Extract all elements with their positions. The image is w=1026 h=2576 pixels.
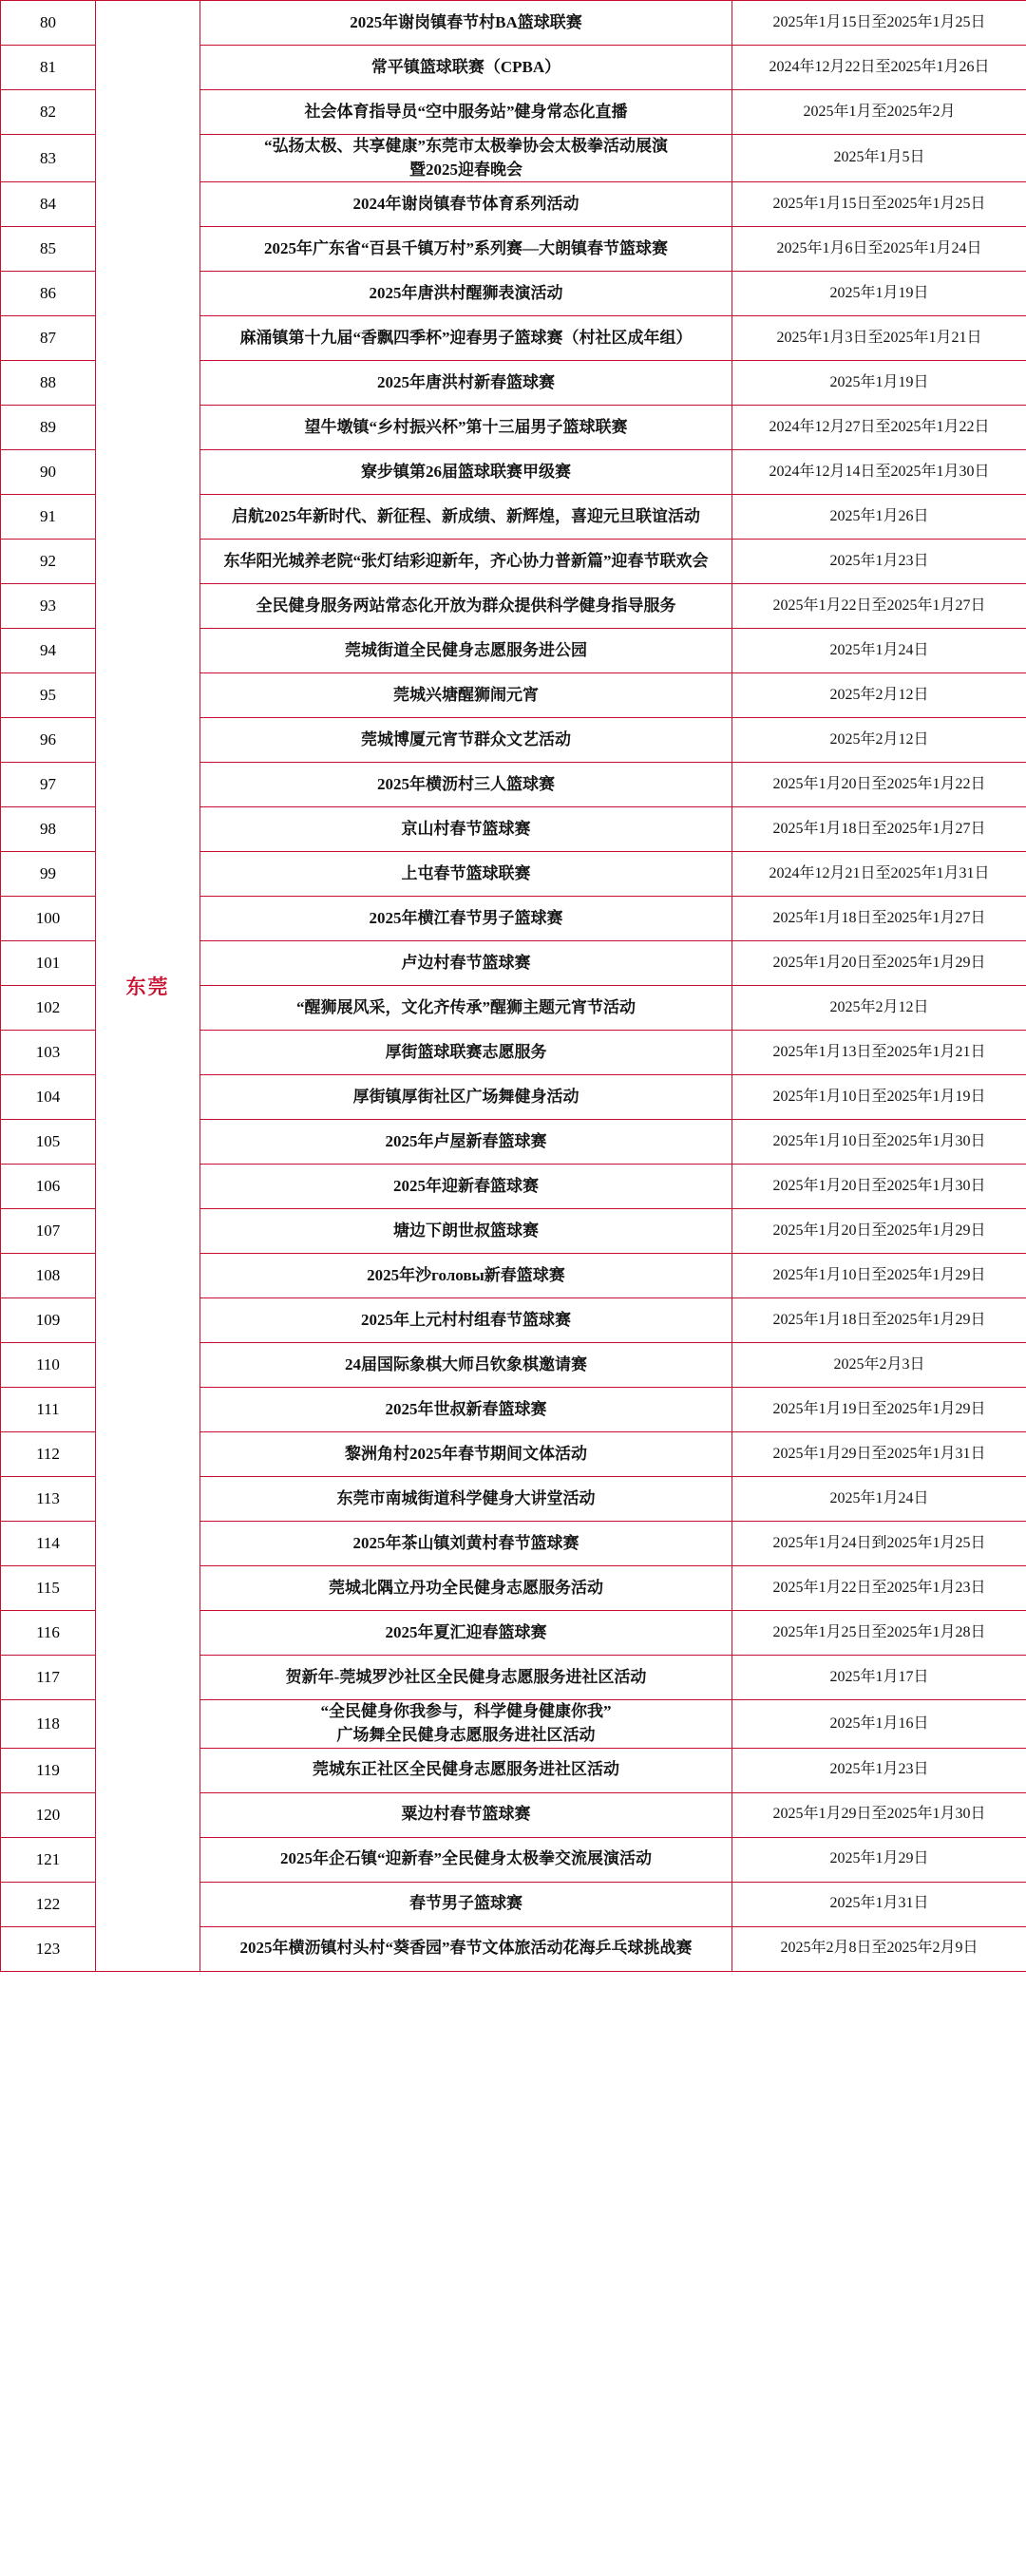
activity-name-cell <box>200 361 732 406</box>
activity-name-line: “醒狮展风采，文化齐传承”醒狮主题元宵节活动 <box>296 997 636 1016</box>
activity-date-cell: 2025年1月19日 <box>732 361 1026 406</box>
activity-date-cell: 2025年1月19日 <box>732 272 1026 316</box>
activity-name-line: 寮步镇第26届篮球联赛甲级赛 <box>361 462 571 481</box>
row-index-cell: 98 <box>1 807 96 852</box>
activity-name-cell <box>200 1075 732 1120</box>
row-index-cell: 80 <box>1 1 96 46</box>
row-index-cell: 82 <box>1 90 96 135</box>
activity-name-line: 2025年迎新春篮球赛 <box>393 1176 539 1195</box>
activity-date-cell: 2025年1月10日至2025年1月30日 <box>732 1120 1026 1165</box>
activity-date-cell: 2025年1月26日 <box>732 495 1026 540</box>
activity-name-cell <box>200 1700 732 1748</box>
activity-date-cell: 2025年1月22日至2025年1月23日 <box>732 1566 1026 1611</box>
row-index-cell: 114 <box>1 1522 96 1566</box>
activity-name-line: 京山村春节篮球赛 <box>401 819 531 838</box>
activity-name-cell <box>200 182 732 227</box>
activity-name-line: 2025年上元村村组春节篮球赛 <box>361 1310 571 1329</box>
activity-name-cell <box>200 1298 732 1343</box>
activity-date-cell: 2025年1月至2025年2月 <box>732 90 1026 135</box>
activity-date-cell: 2025年1月29日 <box>732 1837 1026 1882</box>
row-index-cell: 94 <box>1 629 96 673</box>
row-index-cell: 109 <box>1 1298 96 1343</box>
activity-name-line: 望牛墩镇“乡村振兴杯”第十三届男子篮球联赛 <box>304 417 628 436</box>
activity-name-line: 东华阳光城养老院“张灯结彩迎新年，齐心协力普新篇”迎春节联欢会 <box>223 551 709 570</box>
row-index-cell: 95 <box>1 673 96 718</box>
activity-name-cell <box>200 941 732 986</box>
activity-name-cell <box>200 406 732 450</box>
activity-date-cell: 2025年1月24日到2025年1月25日 <box>732 1522 1026 1566</box>
activity-date-cell: 2025年1月10日至2025年1月29日 <box>732 1254 1026 1298</box>
activity-name-cell <box>200 584 732 629</box>
row-index-cell: 111 <box>1 1388 96 1432</box>
activity-name-line: 麻涌镇第十九届“香飘四季杯”迎春男子篮球赛（村社区成年组） <box>239 328 693 347</box>
row-index-cell: 88 <box>1 361 96 406</box>
row-index-cell: 105 <box>1 1120 96 1165</box>
activity-name-cell <box>200 718 732 763</box>
activity-name-cell <box>200 763 732 807</box>
activity-name-line: 社会体育指导员“空中服务站”健身常态化直播 <box>304 102 628 121</box>
activity-date-cell: 2025年1月24日 <box>732 1477 1026 1522</box>
activity-date-cell: 2025年1月5日 <box>732 135 1026 182</box>
row-index-cell: 107 <box>1 1209 96 1254</box>
activity-table-body <box>1 1 1026 1972</box>
activity-name-line: 2025年横沥村三人篮球赛 <box>377 774 555 793</box>
activity-name-line: 2025年唐洪村新春篮球赛 <box>377 372 555 391</box>
activity-name-cell <box>200 1 732 46</box>
activity-date-cell: 2025年1月19日至2025年1月29日 <box>732 1388 1026 1432</box>
activity-name-line: 全民健身服务两站常态化开放为群众提供科学健身指导服务 <box>256 596 676 615</box>
activity-name-cell <box>200 807 732 852</box>
activity-name-cell <box>200 135 732 182</box>
row-index-cell: 108 <box>1 1254 96 1298</box>
activity-date-cell: 2025年1月15日至2025年1月25日 <box>732 1 1026 46</box>
activity-name-cell <box>200 1522 732 1566</box>
activity-date-cell: 2025年1月17日 <box>732 1656 1026 1700</box>
activity-date-cell: 2025年1月10日至2025年1月19日 <box>732 1075 1026 1120</box>
row-index-cell: 84 <box>1 182 96 227</box>
activity-name-line: 2025年谢岗镇春节村BA篮球联赛 <box>350 12 582 31</box>
row-index-cell: 123 <box>1 1926 96 1971</box>
activity-name-cell <box>200 629 732 673</box>
activity-name-line: 莞城北隅立丹功全民健身志愿服务活动 <box>329 1578 603 1597</box>
activity-name-cell <box>200 1882 732 1926</box>
activity-name-cell <box>200 1477 732 1522</box>
activity-name-cell <box>200 1254 732 1298</box>
activity-name-line: 东莞市南城街道科学健身大讲堂活动 <box>336 1488 596 1507</box>
row-index-cell: 99 <box>1 852 96 897</box>
activity-name-cell <box>200 1926 732 1971</box>
activity-date-cell: 2025年1月13日至2025年1月21日 <box>732 1031 1026 1075</box>
activity-date-cell: 2025年1月31日 <box>732 1882 1026 1926</box>
activity-name-cell <box>200 1343 732 1388</box>
activity-name-cell <box>200 1120 732 1165</box>
activity-name-line: 2025年茶山镇刘黄村春节篮球赛 <box>352 1533 580 1552</box>
activity-date-cell: 2025年1月20日至2025年1月29日 <box>732 1209 1026 1254</box>
activity-name-line: 广场舞全民健身志愿服务进社区活动 <box>336 1725 596 1744</box>
row-index-cell: 110 <box>1 1343 96 1388</box>
activity-name-cell <box>200 897 732 941</box>
row-index-cell: 113 <box>1 1477 96 1522</box>
activity-name-cell <box>200 852 732 897</box>
activity-name-line: 贺新年-莞城罗沙社区全民健身志愿服务进社区活动 <box>285 1667 647 1686</box>
activity-date-cell: 2025年2月12日 <box>732 673 1026 718</box>
row-index-cell: 116 <box>1 1611 96 1656</box>
row-index-cell: 92 <box>1 540 96 584</box>
activity-name-cell <box>200 272 732 316</box>
activity-date-cell: 2025年2月3日 <box>732 1343 1026 1388</box>
activity-date-cell: 2024年12月22日至2025年1月26日 <box>732 46 1026 90</box>
activity-date-cell: 2025年2月12日 <box>732 986 1026 1031</box>
activity-name-line: 上屯春节篮球联赛 <box>401 863 531 882</box>
row-index-cell: 91 <box>1 495 96 540</box>
row-index-cell: 122 <box>1 1882 96 1926</box>
activity-date-cell: 2025年1月23日 <box>732 540 1026 584</box>
row-index-cell: 101 <box>1 941 96 986</box>
activity-date-cell: 2025年1月25日至2025年1月28日 <box>732 1611 1026 1656</box>
activity-name-line: 2025年唐洪村醒狮表演活动 <box>369 283 563 302</box>
row-index-cell: 112 <box>1 1432 96 1477</box>
row-index-cell: 93 <box>1 584 96 629</box>
activity-name-cell <box>200 1165 732 1209</box>
row-index-cell: 119 <box>1 1748 96 1792</box>
activity-date-cell: 2025年1月15日至2025年1月25日 <box>732 182 1026 227</box>
row-index-cell: 96 <box>1 718 96 763</box>
activity-date-cell: 2024年12月14日至2025年1月30日 <box>732 450 1026 495</box>
activity-date-cell: 2025年2月12日 <box>732 718 1026 763</box>
activity-date-cell: 2025年1月29日至2025年1月30日 <box>732 1792 1026 1837</box>
activity-date-cell: 2025年1月18日至2025年1月27日 <box>732 897 1026 941</box>
activity-date-cell: 2025年1月16日 <box>732 1700 1026 1748</box>
activity-name-line: 24届国际象棋大师吕钦象棋邀请赛 <box>345 1354 587 1373</box>
activity-name-line: 2025年企石镇“迎新春”全民健身太极拳交流展演活动 <box>280 1849 652 1868</box>
activity-name-line: 2024年谢岗镇春节体育系列活动 <box>352 194 580 213</box>
activity-date-cell: 2025年1月22日至2025年1月27日 <box>732 584 1026 629</box>
activity-name-line: 莞城兴塘醒狮闹元宵 <box>393 685 539 704</box>
row-index-cell: 121 <box>1 1837 96 1882</box>
activity-name-line: 暨2025迎春晚会 <box>409 160 522 179</box>
activity-name-cell <box>200 1792 732 1837</box>
activity-name-line: “全民健身你我参与，科学健身健康你我” <box>320 1702 612 1721</box>
row-index-cell: 90 <box>1 450 96 495</box>
activity-name-cell <box>200 1432 732 1477</box>
activity-date-cell: 2024年12月21日至2025年1月31日 <box>732 852 1026 897</box>
activity-name-line: 黎洲角村2025年春节期间文体活动 <box>345 1444 587 1463</box>
activity-date-cell: 2025年2月8日至2025年2月9日 <box>732 1926 1026 1971</box>
row-index-cell: 120 <box>1 1792 96 1837</box>
activity-name-cell <box>200 986 732 1031</box>
table-row <box>1 1 1026 46</box>
activity-name-cell <box>200 1611 732 1656</box>
activity-name-cell <box>200 450 732 495</box>
activity-name-line: 常平镇篮球联赛（CPBA） <box>370 57 561 76</box>
row-index-cell: 118 <box>1 1700 96 1748</box>
row-index-cell: 89 <box>1 406 96 450</box>
activity-name-line: “弘扬太极、共享健康”东莞市太极拳协会太极拳活动展演 <box>264 137 668 155</box>
row-index-cell: 85 <box>1 227 96 272</box>
activity-name-line: 2025年世叔新春篮球赛 <box>385 1399 547 1418</box>
row-index-cell: 106 <box>1 1165 96 1209</box>
row-index-cell: 86 <box>1 272 96 316</box>
activity-name-cell <box>200 1031 732 1075</box>
row-index-cell: 100 <box>1 897 96 941</box>
activity-name-cell <box>200 1566 732 1611</box>
activity-name-line: 莞城东正社区全民健身志愿服务进社区活动 <box>313 1760 619 1779</box>
activity-name-cell <box>200 1748 732 1792</box>
row-index-cell: 97 <box>1 763 96 807</box>
activity-name-line: 2025年横江春节男子篮球赛 <box>369 908 563 927</box>
activity-name-cell <box>200 540 732 584</box>
row-index-cell: 103 <box>1 1031 96 1075</box>
activity-name-line: 塘边下朗世叔篮球赛 <box>393 1221 539 1240</box>
activity-name-line: 莞城博厦元宵节群众文艺活动 <box>361 729 571 748</box>
activity-name-cell <box>200 673 732 718</box>
row-index-cell: 104 <box>1 1075 96 1120</box>
row-index-cell: 81 <box>1 46 96 90</box>
region-label-cell <box>96 1 200 1972</box>
row-index-cell: 83 <box>1 135 96 182</box>
activity-name-line: 春节男子篮球赛 <box>409 1894 522 1913</box>
activity-name-line: 厚街镇厚街社区广场舞健身活动 <box>352 1087 580 1106</box>
activity-name-cell <box>200 495 732 540</box>
activity-date-cell: 2025年1月29日至2025年1月31日 <box>732 1432 1026 1477</box>
activity-date-cell: 2024年12月27日至2025年1月22日 <box>732 406 1026 450</box>
activity-date-cell: 2025年1月3日至2025年1月21日 <box>732 316 1026 361</box>
activity-date-cell: 2025年1月20日至2025年1月22日 <box>732 763 1026 807</box>
activity-date-cell: 2025年1月20日至2025年1月29日 <box>732 941 1026 986</box>
activity-date-cell: 2025年1月18日至2025年1月27日 <box>732 807 1026 852</box>
activity-name-cell <box>200 1656 732 1700</box>
row-index-cell: 87 <box>1 316 96 361</box>
activity-date-cell: 2025年1月24日 <box>732 629 1026 673</box>
activity-name-cell <box>200 227 732 272</box>
activity-name-line: 卢边村春节篮球赛 <box>401 953 531 972</box>
row-index-cell: 117 <box>1 1656 96 1700</box>
activity-name-line: 2025年广东省“百县千镇万村”系列赛—大朗镇春节篮球赛 <box>264 238 668 257</box>
activity-name-cell <box>200 46 732 90</box>
activity-date-cell: 2025年1月18日至2025年1月29日 <box>732 1298 1026 1343</box>
region-label: 东莞 <box>125 975 170 998</box>
activity-name-cell <box>200 90 732 135</box>
activity-name-line: 厚街篮球联赛志愿服务 <box>385 1042 547 1061</box>
activity-name-line: 2025年卢屋新春篮球赛 <box>385 1131 547 1150</box>
activity-name-cell <box>200 316 732 361</box>
activity-name-line: 莞城街道全民健身志愿服务进公园 <box>345 640 587 659</box>
activity-date-cell: 2025年1月23日 <box>732 1748 1026 1792</box>
activity-name-line: 2025年横沥镇村头村“葵香园”春节文体旅活动花海乒乓球挑战赛 <box>239 1939 693 1958</box>
activity-date-cell: 2025年1月6日至2025年1月24日 <box>732 227 1026 272</box>
activity-name-line: 2025年沙головы新春篮球赛 <box>367 1265 565 1284</box>
activity-name-cell <box>200 1837 732 1882</box>
activity-name-cell <box>200 1209 732 1254</box>
activity-name-cell <box>200 1388 732 1432</box>
activity-name-line: 2025年夏汇迎春篮球赛 <box>385 1622 547 1641</box>
activity-name-line: 粟边村春节篮球赛 <box>401 1805 531 1824</box>
activity-name-line: 启航2025年新时代、新征程、新成绩、新辉煌，喜迎元旦联谊活动 <box>232 506 700 525</box>
row-index-cell: 102 <box>1 986 96 1031</box>
activity-date-cell: 2025年1月20日至2025年1月30日 <box>732 1165 1026 1209</box>
row-index-cell: 115 <box>1 1566 96 1611</box>
